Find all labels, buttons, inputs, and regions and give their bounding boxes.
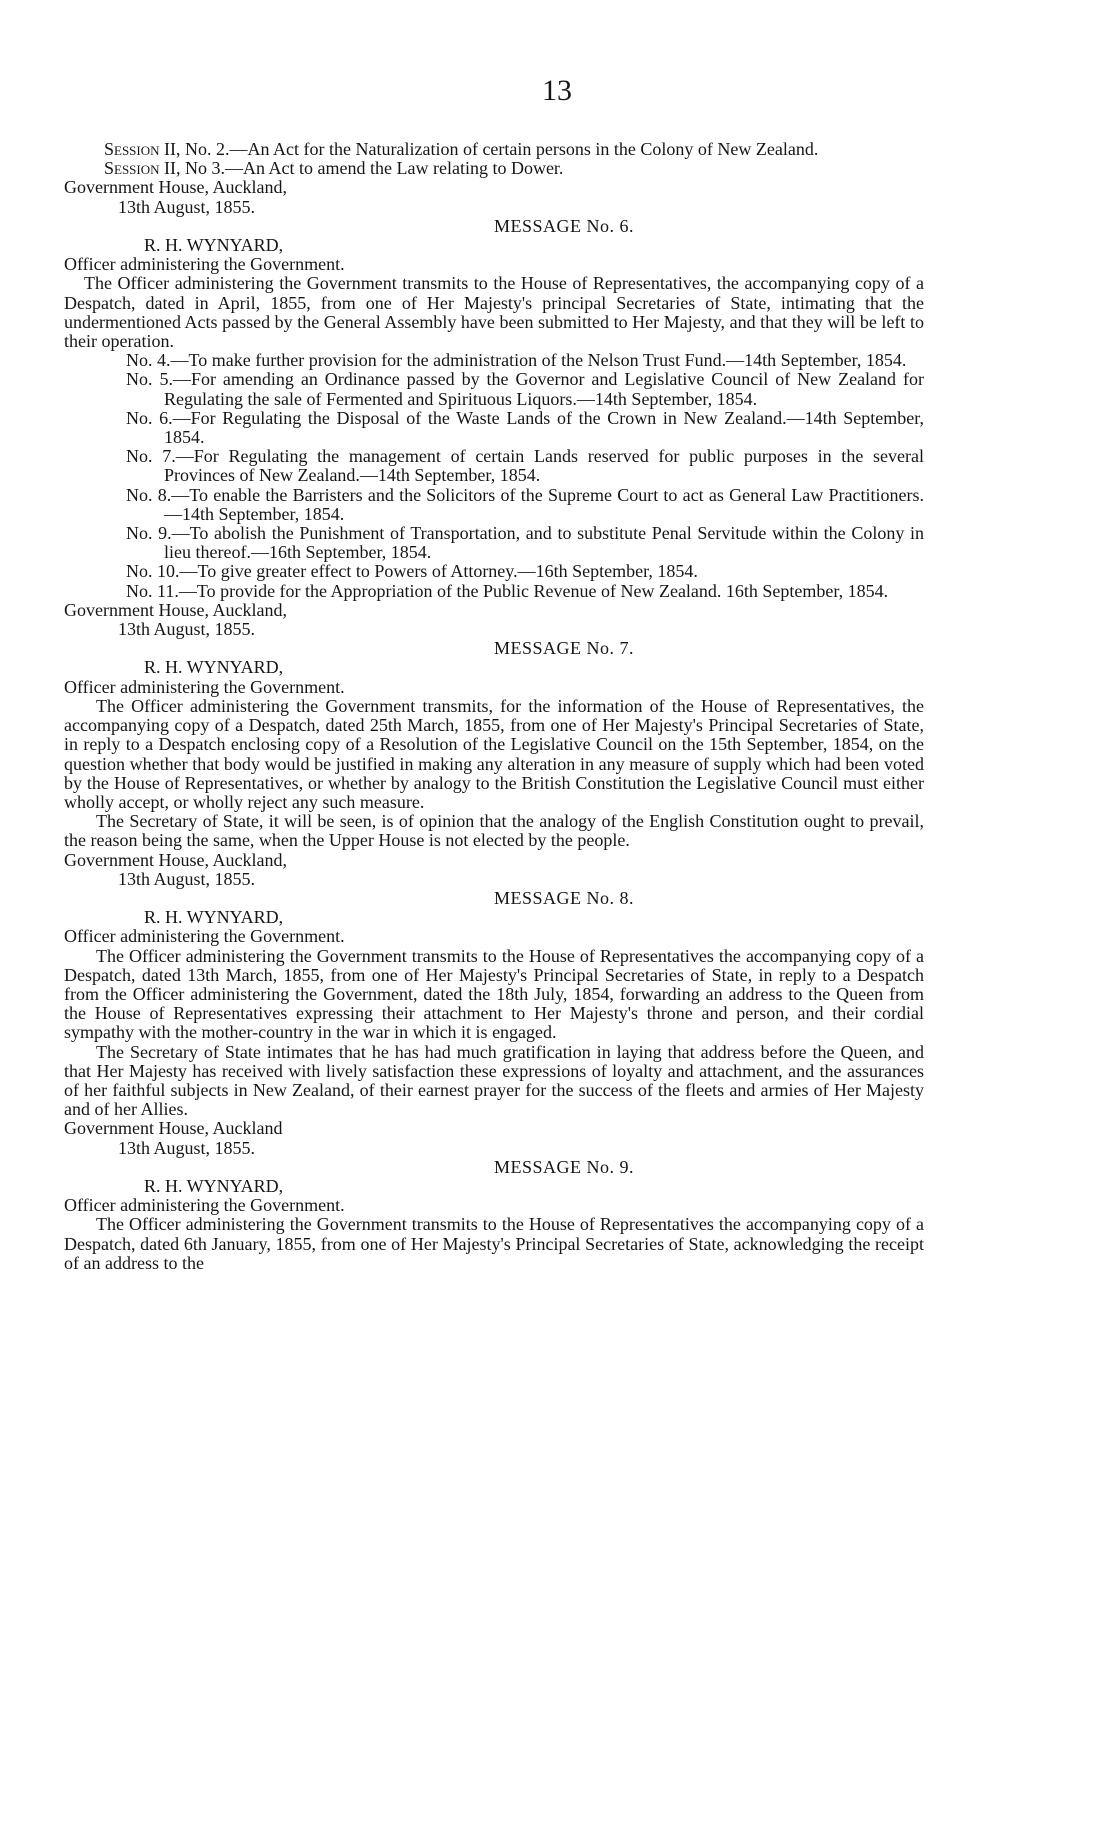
message-heading: MESSAGE No. 9. [494, 1156, 635, 1177]
paragraph: The Secretary of State intimates that he has had much gratification in laying that address before the Queen, and that Her Majesty has received with lively satisfaction these expressions of loyalty and attachment, and the assurances of her faithful subjects in New Zealand, of their earnest prayer for the success of the fleets and armies of Her Majesty and of her Allies. [64, 1041, 924, 1120]
paragraph: The Officer administering the Government transmits to the House of Representatives the accompanying copy of a Despatch, dated 13th March, 1855, from one of Her Majesty's Principal Secretaries of State, in reply to a Despatch from the Officer administering the Government, dated the 18th July, 1854, forwarding an address to the Queen from the House of Representatives expressing their attachment to Her Majesty's throne and person, and their cordial sympathy with the mother-country in the war in which it is engaged. [64, 945, 924, 1043]
page-number: 13 [542, 74, 572, 107]
paragraph: The Officer administering the Government transmits to the House of Representatives the accompanying copy of a Despatch, dated 6th January, 1855, from one of Her Majesty's Principal Secretaries of State, acknowledging the receipt of an address to the [64, 1214, 924, 1273]
paragraph: The Officer administering the Government transmits to the House of Representatives, the accompanying copy of a Despatch, dated in April, 1855, from one of Her Majesty's principal Secretaries of State, intimating that the undermentioned Acts passed by the General Assembly have been submitted to Her Majesty, and that they will be left to their operation. [64, 273, 924, 352]
act-item: No. 9.—To abolish the Punishment of Transportation, and to substitute Penal Servitude within the Colony in lieu thereof.—16th September, 1854. [126, 523, 924, 563]
document-body [64, 140, 924, 1273]
signature: R. H. WYNYARD, [144, 235, 284, 256]
signature: R. H. WYNYARD, [144, 657, 284, 678]
act-item: No. 7.—For Regulating the management of certain Lands reserved for public purposes in the several Provinces of New Zealand.—14th September, 1854. [126, 446, 924, 486]
date-line: 13th August, 1855. [118, 868, 256, 889]
act-item: No. 6.—For Regulating the Disposal of the Waste Lands of the Crown in New Zealand.—14th September, 1854. [126, 407, 924, 448]
paragraph: The Secretary of State, it will be seen, is of opinion that the analogy of the English Constitution ought to prevail, the reason being the same, when the Upper House is not elected by the people. [64, 811, 924, 851]
place-line: Government House, Auckland [64, 1118, 283, 1139]
office-line: Officer administering the Government. [64, 676, 345, 697]
signature: R. H. WYNYARD, [144, 1175, 284, 1196]
office-line: Officer administering the Government. [64, 254, 345, 275]
act-item: No. 5.—For amending an Ordinance passed by the Governor and Legislative Council of New Zealand for Regulating the sale of Fermented and Spirituous Liquors.—14th September, 1854. [126, 369, 924, 409]
signature: R. H. WYNYARD, [144, 907, 284, 928]
session-act: Session II, No 3.—An Act to amend the Law relating to Dower. [104, 158, 564, 179]
place-line: Government House, Auckland, [64, 849, 287, 870]
message-heading: MESSAGE No. 7. [494, 638, 635, 659]
message-heading: MESSAGE No. 6. [494, 215, 635, 236]
place-line: Government House, Auckland, [64, 599, 287, 620]
date-line: 13th August, 1855. [118, 619, 256, 640]
office-line: Officer administering the Government. [64, 926, 345, 947]
act-item: No. 8.—To enable the Barristers and the Solicitors of the Supreme Court to act as General Law Practitioners.—14th September, 1854. [126, 484, 924, 524]
message-heading: MESSAGE No. 8. [494, 887, 635, 908]
office-line: Officer administering the Government. [64, 1195, 345, 1216]
act-item: No. 10.—To give greater effect to Powers of Attorney.—16th September, 1854. [126, 561, 698, 582]
place-line: Government House, Auckland, [64, 177, 287, 198]
date-line: 13th August, 1855. [118, 196, 256, 217]
paragraph: The Officer administering the Government transmits, for the information of the House of Representatives, the accompanying copy of a Despatch, dated 25th March, 1855, from one of Her Majesty's Principal Secretaries of State, in reply to a Despatch enclosing copy of a Resolution of the Legislative Council on the 15th September, 1854, on the question whether that body would be justified in making any alteration in any measure of supply which had been voted by the House of Representatives, or whether by analogy to the British Constitution the Legislative Council must either wholly accept, or wholly reject any such measure. [64, 695, 924, 812]
session-act: Session II, No. 2.—An Act for the Naturalization of certain persons in the Colony of New Zealand. [104, 139, 819, 159]
date-line: 13th August, 1855. [118, 1137, 256, 1158]
act-item: No. 4.—To make further provision for the administration of the Nelson Trust Fund.—14th September, 1854. [126, 350, 907, 371]
act-item: No. 11.—To provide for the Appropriation of the Public Revenue of New Zealand. 16th September, 1854. [126, 580, 889, 601]
